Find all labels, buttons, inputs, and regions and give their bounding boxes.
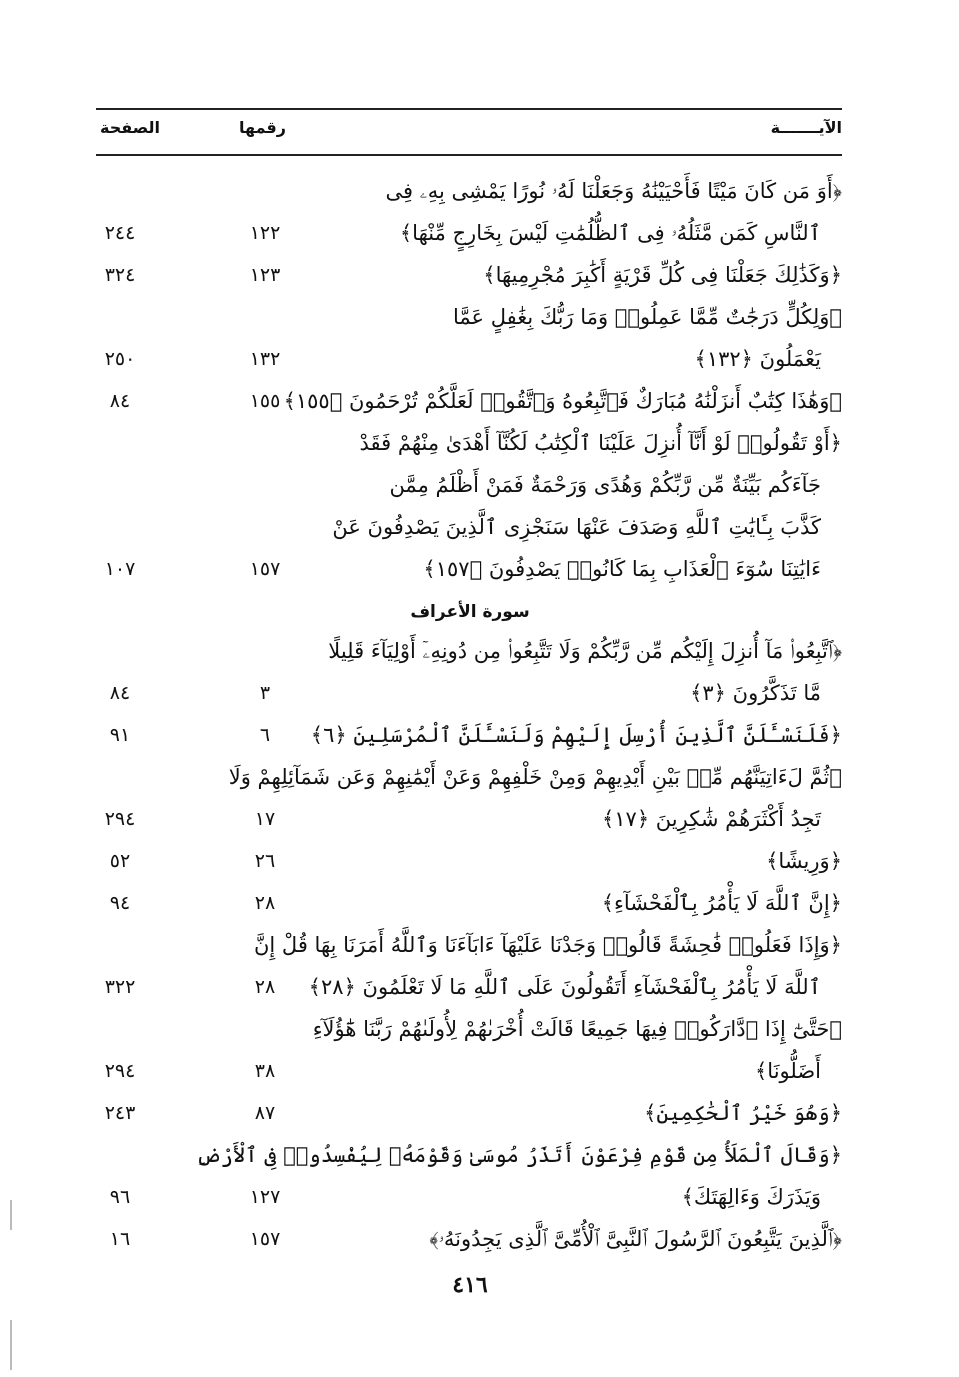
table-row — [0, 714, 959, 756]
verse-text: ﴿وَإِذَا فَعَلُوا۟ فَٰحِشَةً قَالُوا۟ وَجَدْنَا عَلَيْهَآ ءَابَآءَنَا وَٱللَّهُ أَمَرَنَا بِهَا قُلْ إِنَّ — [254, 933, 842, 957]
verse-text: ﴿وَرِيشًا﴾ — [766, 849, 842, 873]
verse-text: ﴿إِنَّ ٱللَّهَ لَا يَأْمُرُ بِٱلْفَحْشَآءِ﴾ — [601, 891, 842, 915]
table-row — [0, 548, 959, 590]
table-row — [0, 756, 959, 798]
header-page: الصفحة — [100, 118, 161, 137]
page-reference: ٢٩٤ — [104, 1060, 136, 1082]
verse-number: ١٢٣ — [249, 264, 281, 286]
page-reference: ٢٤٤ — [104, 222, 136, 244]
scan-edge-mark — [10, 1200, 12, 1230]
verse-number: ٣ — [259, 682, 271, 704]
verse-text: ﴿ثُمَّ لَءَاتِيَنَّهُم مِّنۢ بَيْنِ أَيْدِيهِمْ وَمِنْ خَلْفِهِمْ وَعَنْ أَيْمَٰنِهِمْ وَعَن شَمَآئِلِهِمْ وَلَا — [228, 765, 842, 789]
header-top-rule — [96, 108, 842, 110]
table-row — [0, 630, 959, 672]
surah-title: سورة الأعراف — [410, 602, 530, 622]
verse-text: ﴿وَكَذَٰلِكَ جَعَلْنَا فِى كُلِّ قَرْيَةٍ أَكَٰبِرَ مُجْرِمِيهَا﴾ — [483, 263, 842, 287]
verse-text: ﴿فَلَنَسْـَٔلَنَّ ٱلَّذِينَ أُرْسِلَ إِلَيْهِمْ وَلَنَسْـَٔلَنَّ ٱلْمُرْسَلِينَ ﴿٦﴾ — [310, 723, 842, 747]
verse-text: ﴿حَتَّىٰٓ إِذَا ٱدَّارَكُوا۟ فِيهَا جَمِيعًا قَالَتْ أُخْرَىٰهُمْ لِأُولَىٰهُمْ رَبَّنَا هَٰٓؤُلَآءِ — [312, 1017, 842, 1041]
verse-text: ﴿ٱتَّبِعُوا۟ مَآ أُنزِلَ إِلَيْكُم مِّن رَّبِّكُمْ وَلَا تَتَّبِعُوا۟ مِن دُونِهِۦٓ أَوْلِيَآءَ قَلِيلًا — [328, 639, 842, 663]
page-reference: ١٦ — [109, 1228, 131, 1250]
table-row — [0, 212, 959, 254]
verse-text: ﴿أَوَ مَن كَانَ مَيْتًا فَأَحْيَيْنَٰهُ وَجَعَلْنَا لَهُۥ نُورًا يَمْشِى بِهِۦ فِى — [385, 179, 842, 203]
verse-text: ﴿ٱلَّذِينَ يَتَّبِعُونَ ٱلرَّسُولَ ٱلنَّبِىَّ ٱلْأُمِّىَّ ٱلَّذِى يَجِدُونَهُۥ﴾ — [429, 1227, 842, 1251]
header-number: رقمها — [239, 118, 286, 137]
table-row — [0, 798, 959, 840]
table-row — [0, 170, 959, 212]
verse-text: ﴿أَوْ تَقُولُوا۟ لَوْ أَنَّآ أُنزِلَ عَلَيْنَا ٱلْكِتَٰبُ لَكُنَّآ أَهْدَىٰ مِنْهُمْ فَقَدْ — [359, 431, 842, 455]
table-row — [0, 1134, 959, 1176]
verse-number: ١٥٧ — [249, 558, 281, 580]
verse-text: ﴿وَهُوَ خَيْرُ ٱلْحَٰكِمِينَ﴾ — [644, 1101, 842, 1125]
verse-text: وَيَذَرَكَ وَءَالِهَتَكَ﴾ — [681, 1185, 821, 1209]
table-row — [0, 1092, 959, 1134]
verse-number: ١٢٢ — [249, 222, 281, 244]
verse-number: ٢٨ — [254, 892, 276, 914]
table-row — [0, 672, 959, 714]
verse-number: ١٢٧ — [249, 1186, 281, 1208]
verse-number: ٦ — [259, 724, 271, 746]
table-row — [0, 882, 959, 924]
verse-number: ١٧ — [254, 808, 276, 830]
page-number: ٤١٦ — [452, 1272, 488, 1298]
table-row — [0, 1008, 959, 1050]
page-reference: ٢٩٤ — [104, 808, 136, 830]
table-header — [96, 108, 842, 156]
page-reference: ٣٢٢ — [104, 976, 136, 998]
header-ayah: الآيـــــــة — [770, 118, 842, 137]
verse-index-list — [0, 170, 959, 1260]
table-row — [0, 506, 959, 548]
verse-text: كَذَّبَ بِـَٔايَٰتِ ٱللَّهِ وَصَدَفَ عَنْهَا سَنَجْزِى ٱلَّذِينَ يَصْدِفُونَ عَنْ — [332, 515, 821, 539]
verse-text: أَضَلُّونَا﴾ — [754, 1059, 821, 1083]
scan-edge-mark — [10, 1320, 12, 1370]
verse-number: ٨٧ — [254, 1102, 276, 1124]
verse-number: ١٣٢ — [249, 348, 281, 370]
verse-number: ٢٦ — [254, 850, 276, 872]
verse-text: ﴿وَهَٰذَا كِتَٰبٌ أَنزَلْنَٰهُ مُبَارَكٌ فَٱتَّبِعُوهُ وَٱتَّقُوا۟ لَعَلَّكُمْ تُرْحَمُونَ ﴿١٥٥﴾ — [283, 389, 842, 413]
table-row — [0, 254, 959, 296]
verse-number: ١٥٥ — [249, 390, 281, 412]
table-row — [0, 840, 959, 882]
page-reference: ٨٤ — [109, 682, 131, 704]
page-reference: ٣٢٤ — [104, 264, 136, 286]
verse-number: ٢٨ — [254, 976, 276, 998]
table-row — [0, 1218, 959, 1260]
verse-text: ﴿وَلِكُلٍّ دَرَجَٰتٌ مِّمَّا عَمِلُوا۟ وَمَا رَبُّكَ بِغَٰفِلٍ عَمَّا — [453, 305, 842, 329]
table-row — [0, 1176, 959, 1218]
table-row — [0, 338, 959, 380]
page-reference: ٨٤ — [109, 390, 131, 412]
table-row — [0, 924, 959, 966]
verse-text: ءَايَٰتِنَا سُوٓءَ ٱلْعَذَابِ بِمَا كَانُوا۟ يَصْدِفُونَ ﴿١٥٧﴾ — [423, 557, 821, 581]
surah-heading — [0, 590, 959, 630]
verse-number: ١٥٧ — [249, 1228, 281, 1250]
verse-text: ٱلنَّاسِ كَمَن مَّثَلُهُۥ فِى ٱلظُّلُمَٰتِ لَيْسَ بِخَارِجٍ مِّنْهَا﴾ — [399, 221, 821, 245]
table-row — [0, 422, 959, 464]
page-reference: ١٠٧ — [104, 558, 136, 580]
verse-text: تَجِدُ أَكْثَرَهُمْ شَٰكِرِينَ ﴿١٧﴾ — [601, 807, 821, 831]
page-reference: ٢٤٣ — [104, 1102, 136, 1124]
table-row — [0, 380, 959, 422]
table-row — [0, 464, 959, 506]
table-row — [0, 1050, 959, 1092]
page-reference: ٥٢ — [109, 850, 131, 872]
table-row — [0, 966, 959, 1008]
page-reference: ٢٥٠ — [104, 348, 136, 370]
verse-text: جَآءَكُم بَيِّنَةٌ مِّن رَّبِّكُمْ وَهُدًى وَرَحْمَةٌ فَمَنْ أَظْلَمُ مِمَّن — [389, 473, 821, 497]
verse-number: ٣٨ — [254, 1060, 276, 1082]
page-reference: ٩١ — [109, 724, 131, 746]
verse-text: ﴿وَقَالَ ٱلْمَلَأُ مِن قَوْمِ فِرْعَوْنَ أَتَذَرُ مُوسَىٰ وَقَوْمَهُۥ لِيُفْسِدُوا۟ فِى ٱلْأَرْضِ — [196, 1143, 842, 1167]
verse-text: ٱللَّهَ لَا يَأْمُرُ بِٱلْفَحْشَآءِ أَتَقُولُونَ عَلَى ٱللَّهِ مَا لَا تَعْلَمُونَ ﴿٢٨﴾ — [308, 975, 821, 999]
table-row — [0, 296, 959, 338]
verse-text: مَّا تَذَكَّرُونَ ﴿٣﴾ — [690, 681, 821, 705]
page-reference: ٩٦ — [109, 1186, 131, 1208]
verse-text: يَعْمَلُونَ ﴿١٣٢﴾ — [694, 347, 821, 371]
page-reference: ٩٤ — [109, 892, 131, 914]
